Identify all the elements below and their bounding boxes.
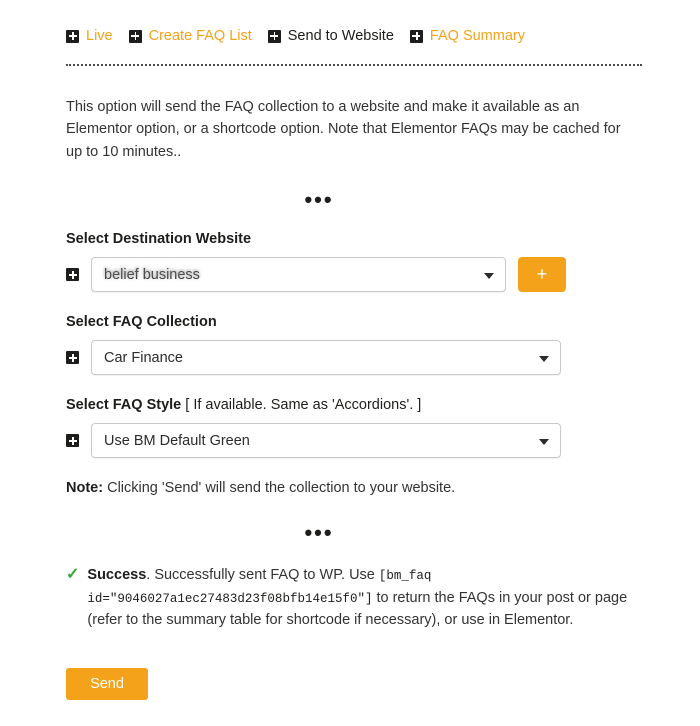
note-text: Clicking 'Send' will send the collection to your website. xyxy=(103,480,456,497)
dot-separator: ••• xyxy=(304,187,334,213)
plus-square-icon xyxy=(129,30,142,43)
status-text-2: to return the FAQs in your post or page (refer to the summary table for shortcode if necessary), or use in Elementor. xyxy=(87,589,628,629)
collection-label: Select FAQ Collection xyxy=(66,314,217,331)
dot-separator-2: ••• xyxy=(304,520,334,546)
plus-square-icon[interactable] xyxy=(66,351,79,364)
status-shortcode: [bm_faq id="9046027a1ec27483d23f08bfb14e15f0"] xyxy=(87,569,432,606)
destination-label: Select Destination Website xyxy=(66,231,252,248)
status-text-1: . Successfully sent FAQ to WP. Use xyxy=(146,567,379,584)
style-row xyxy=(66,423,642,458)
plus-square-icon xyxy=(66,30,79,43)
intro-text: This option will send the FAQ collection to a website and make it available as an Elementor option, or a shortcode option. Note that Elementor FAQs may be cached for up to 10 minutes.. xyxy=(66,99,621,160)
nav-item-live[interactable] xyxy=(66,28,113,44)
nav-item-label: Create FAQ List xyxy=(148,28,252,44)
send-button[interactable]: Send xyxy=(66,668,148,700)
note-prefix: Note: xyxy=(66,480,104,497)
plus-square-icon xyxy=(268,30,281,43)
status-bold: Success xyxy=(87,567,147,584)
style-label xyxy=(66,397,642,413)
nav-item-send-to-website[interactable] xyxy=(268,28,394,44)
status-text-wrap xyxy=(87,564,636,631)
nav-item-label: Live xyxy=(86,28,113,44)
style-label-suffix: [ If available. Same as 'Accordions'. ] xyxy=(185,397,422,414)
add-website-button[interactable]: + xyxy=(518,257,566,292)
plus-square-icon xyxy=(410,30,423,43)
style-label-text: Select FAQ Style xyxy=(66,397,182,414)
nav-item-label: FAQ Summary xyxy=(429,28,525,44)
page-edge xyxy=(694,0,700,726)
destination-row xyxy=(66,257,642,292)
collection-row xyxy=(66,340,642,375)
top-nav xyxy=(66,28,642,58)
divider xyxy=(66,64,642,66)
status-message xyxy=(66,564,636,631)
destination-selected-value: belief business xyxy=(104,266,200,283)
destination-select[interactable] xyxy=(91,257,506,292)
nav-item-faq-summary[interactable] xyxy=(410,28,525,44)
nav-item-label: Send to Website xyxy=(287,28,394,44)
nav-item-create-faq-list[interactable] xyxy=(129,28,252,44)
plus-square-icon[interactable] xyxy=(66,268,79,281)
collection-select-wrap xyxy=(91,340,561,375)
style-select-wrap xyxy=(91,423,561,458)
plus-square-icon[interactable] xyxy=(66,434,79,447)
destination-select-wrap xyxy=(91,257,506,292)
send-note xyxy=(66,480,642,496)
style-select[interactable] xyxy=(91,423,561,458)
collection-select[interactable] xyxy=(91,340,561,375)
check-icon: ✓ xyxy=(66,566,80,584)
